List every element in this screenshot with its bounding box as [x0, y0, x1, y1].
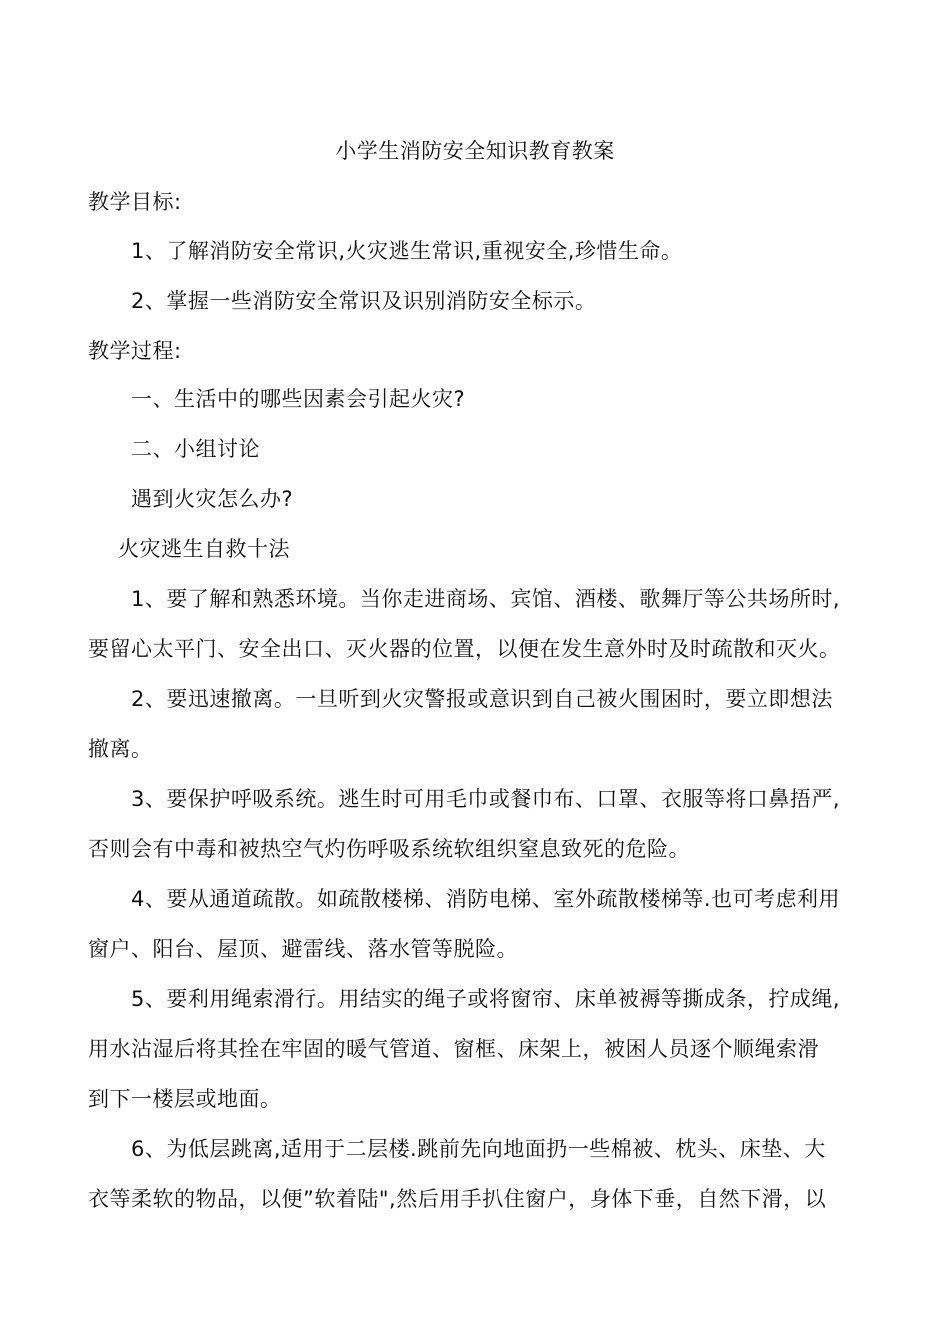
method-1-line-1: 1、要了解和熟悉环境。当你走进商场、宾馆、酒楼、歌舞厅等公共场所时,	[131, 587, 841, 611]
method-5-line-1: 5、要利用绳索滑行。用结实的绳子或将窗帘、床单被褥等撕成条，拧成绳,	[131, 987, 841, 1011]
method-5-line-3: 到下一楼层或地面。	[88, 1087, 282, 1111]
goal-item-1: 1、了解消防安全常识,火灾逃生常识,重视安全,珍惜生命。	[131, 239, 683, 263]
goal-item-2: 2、掌握一些消防安全常识及识别消防安全标示。	[131, 289, 597, 313]
process-item-2: 二、小组讨论	[131, 437, 260, 461]
method-4-line-2: 窗户、阳台、屋顶、避雷线、落水管等脱险。	[88, 937, 518, 961]
method-2-line-1: 2、要迅速撤离。一旦听到火灾警报或意识到自己被火围困时，要立即想法	[131, 687, 833, 711]
document-title: 小学生消防安全知识教育教案	[335, 139, 615, 163]
discussion-question: 遇到火灾怎么办?	[131, 487, 294, 511]
method-4-line-1: 4、要从通道疏散。如疏散楼梯、消防电梯、室外疏散楼梯等.也可考虑利用	[131, 887, 841, 911]
process-item-1: 一、生活中的哪些因素会引起火灾?	[131, 387, 466, 411]
ten-methods-heading: 火灾逃生自救十法	[118, 537, 290, 561]
heading-teaching-goals: 教学目标:	[88, 190, 182, 214]
heading-teaching-process: 教学过程:	[88, 339, 182, 363]
method-3-line-2: 否则会有中毒和被热空气灼伤呼吸系统软组织窒息致死的危险。	[88, 837, 690, 861]
method-2-line-2: 撤离。	[88, 737, 153, 761]
method-3-line-1: 3、要保护呼吸系统。逃生时可用毛巾或餐巾布、口罩、衣服等将口鼻捂严,	[131, 787, 841, 811]
method-5-line-2: 用水沾湿后将其拴在牢固的暖气管道、窗框、床架上，被困人员逐个顺绳索滑	[88, 1037, 819, 1061]
method-1-line-2: 要留心太平门、安全出口、灭火器的位置，以便在发生意外时及时疏散和灭火。	[88, 637, 841, 661]
method-6-line-2: 衣等柔软的物品，以便”软着陆",然后用手扒住窗户，身体下垂，自然下滑，以	[88, 1187, 827, 1211]
method-6-line-1: 6、为低层跳离,适用于二层楼.跳前先向地面扔一些棉被、枕头、床垫、大	[131, 1137, 826, 1161]
